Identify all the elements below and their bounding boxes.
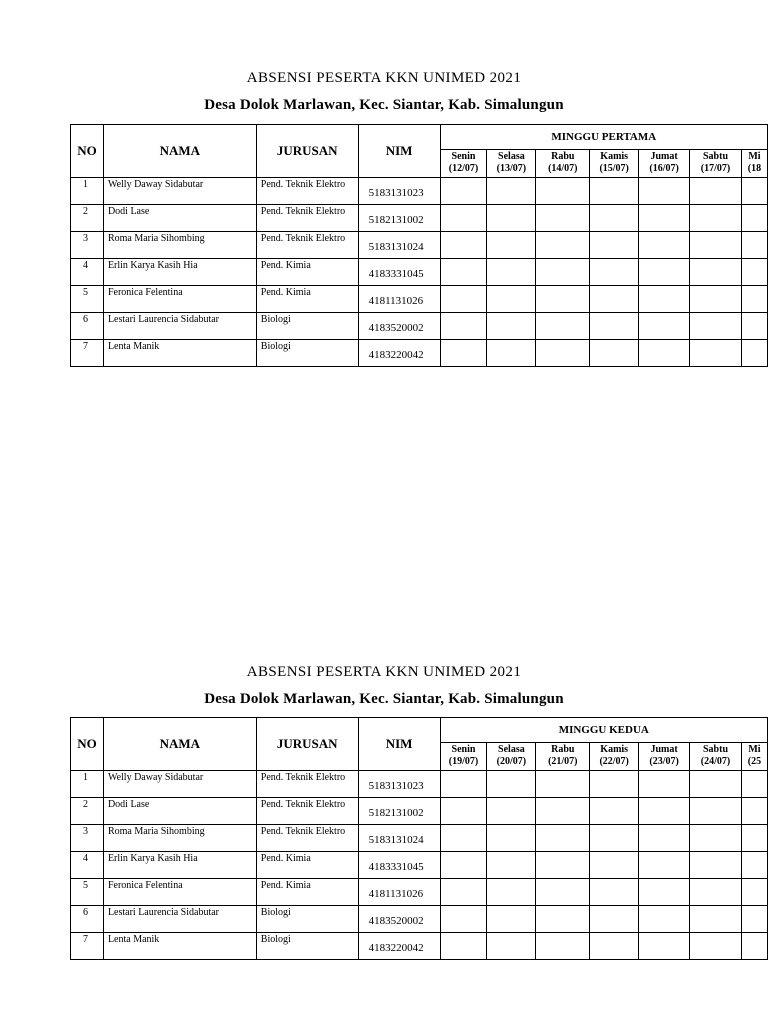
attendance-cell[interactable] [536,933,590,960]
col-header-nim: NIM [358,718,440,771]
attendance-cell[interactable] [690,825,742,852]
student-major: Biologi [256,906,358,933]
attendance-cell[interactable] [741,879,767,906]
table-row [71,205,768,232]
attendance-cell[interactable] [590,798,639,825]
attendance-cell[interactable] [639,771,690,798]
table-row [71,771,768,798]
attendance-cell[interactable] [690,771,742,798]
day-header [487,743,536,771]
day-date: (13/07) [496,163,527,174]
attendance-cell[interactable] [536,879,590,906]
attendance-cell[interactable] [741,906,767,933]
table-row [71,178,768,205]
attendance-cell[interactable] [590,906,639,933]
attendance-table [70,717,768,960]
attendance-cell[interactable] [639,852,690,879]
attendance-cell[interactable] [440,852,487,879]
attendance-cell[interactable] [690,178,742,205]
attendance-cell[interactable] [590,313,639,340]
day-header [536,150,590,178]
day-date: (24/07) [700,756,731,767]
attendance-cell[interactable] [487,340,536,367]
student-major: Pend. Teknik Elektro [256,798,358,825]
row-number: 1 [71,178,104,205]
student-nim: 5183131024 [358,232,440,259]
attendance-cell[interactable] [741,313,767,340]
table-row [71,232,768,259]
attendance-cell[interactable] [639,879,690,906]
student-major: Pend. Teknik Elektro [256,771,358,798]
attendance-cell[interactable] [487,906,536,933]
attendance-cell[interactable] [741,259,767,286]
student-name: Feronica Felentina [103,879,256,906]
row-number: 2 [71,798,104,825]
student-major: Pend. Kimia [256,852,358,879]
day-name: Selasa [498,744,525,755]
row-number: 4 [71,852,104,879]
student-nim: 5183131023 [358,178,440,205]
attendance-cell[interactable] [590,178,639,205]
day-name: Mi [748,151,761,162]
attendance-cell[interactable] [440,879,487,906]
attendance-cell[interactable] [487,286,536,313]
student-major: Pend. Teknik Elektro [256,232,358,259]
attendance-cell[interactable] [590,825,639,852]
table-row [71,879,768,906]
day-header [590,743,639,771]
col-header-nama: NAMA [103,125,256,178]
attendance-cell[interactable] [536,259,590,286]
attendance-cell[interactable] [639,232,690,259]
attendance-cell[interactable] [741,340,767,367]
col-header-jurusan: JURUSAN [256,718,358,771]
day-header [741,150,767,178]
attendance-cell[interactable] [487,313,536,340]
day-date: (15/07) [599,163,629,174]
day-name: Jumat [650,151,678,162]
attendance-cell[interactable] [536,340,590,367]
col-header-nama: NAMA [103,718,256,771]
attendance-cell[interactable] [690,205,742,232]
day-date: (16/07) [649,163,679,174]
table-row [71,286,768,313]
attendance-cell[interactable] [590,205,639,232]
col-header-jurusan: JURUSAN [256,125,358,178]
student-name: Lestari Laurencia Sidabutar [103,906,256,933]
attendance-cell[interactable] [741,771,767,798]
day-date: (22/07) [599,756,629,767]
attendance-cell[interactable] [590,852,639,879]
attendance-cell[interactable] [639,906,690,933]
student-nim: 4183331045 [358,259,440,286]
student-major: Pend. Kimia [256,259,358,286]
day-name: Kamis [600,151,629,162]
attendance-cell[interactable] [690,906,742,933]
day-name: Kamis [600,744,629,755]
attendance-cell[interactable] [487,259,536,286]
day-header [536,743,590,771]
day-date: (23/07) [649,756,679,767]
table-row [71,313,768,340]
attendance-cell[interactable] [536,205,590,232]
document-title: ABSENSI PESERTA KKN UNIMED 2021 [246,70,522,86]
attendance-cell[interactable] [487,933,536,960]
attendance-cell[interactable] [690,259,742,286]
row-number: 3 [71,825,104,852]
attendance-cell[interactable] [690,933,742,960]
attendance-cell[interactable] [639,825,690,852]
row-number: 6 [71,313,104,340]
student-name: Erlin Karya Kasih Hia [103,259,256,286]
attendance-cell[interactable] [690,852,742,879]
attendance-cell[interactable] [690,313,742,340]
attendance-cell[interactable] [440,205,487,232]
student-name: Roma Maria Sihombing [103,825,256,852]
attendance-cell[interactable] [741,798,767,825]
attendance-cell[interactable] [536,852,590,879]
table-row [71,340,768,367]
attendance-cell[interactable] [741,232,767,259]
student-nim: 4181131026 [358,879,440,906]
day-header [690,743,742,771]
week-header: MINGGU PERTAMA [440,125,767,150]
student-nim: 4183520002 [358,906,440,933]
attendance-cell[interactable] [440,340,487,367]
student-major: Biologi [256,933,358,960]
student-major: Biologi [256,313,358,340]
table-row [71,259,768,286]
attendance-cell[interactable] [590,259,639,286]
attendance-cell[interactable] [741,825,767,852]
row-number: 4 [71,259,104,286]
table-row [71,906,768,933]
student-major: Pend. Teknik Elektro [256,205,358,232]
attendance-cell[interactable] [639,286,690,313]
attendance-cell[interactable] [487,825,536,852]
attendance-cell[interactable] [639,259,690,286]
student-name: Welly Daway Sidabutar [103,178,256,205]
student-nim: 4183331045 [358,852,440,879]
attendance-cell[interactable] [639,933,690,960]
student-name: Lestari Laurencia Sidabutar [103,313,256,340]
day-name: Mi [748,744,761,755]
attendance-cell[interactable] [590,286,639,313]
attendance-cell[interactable] [741,933,767,960]
table-row [71,933,768,960]
day-date: (21/07) [548,756,578,767]
day-name: Sabtu [702,744,728,755]
day-date: (17/07) [700,163,731,174]
attendance-cell[interactable] [590,232,639,259]
attendance-cell[interactable] [690,879,742,906]
attendance-table [70,124,768,367]
row-number: 5 [71,879,104,906]
attendance-cell[interactable] [639,205,690,232]
day-header [741,743,767,771]
attendance-cell[interactable] [487,232,536,259]
table-row [71,852,768,879]
attendance-cell[interactable] [741,178,767,205]
day-date: (25 [747,756,762,767]
attendance-cell[interactable] [690,798,742,825]
student-name: Feronica Felentina [103,286,256,313]
row-number: 6 [71,906,104,933]
attendance-cell[interactable] [536,232,590,259]
row-number: 7 [71,340,104,367]
attendance-cell[interactable] [690,340,742,367]
attendance-cell[interactable] [639,178,690,205]
attendance-cell[interactable] [440,798,487,825]
attendance-cell[interactable] [639,798,690,825]
attendance-cell[interactable] [440,232,487,259]
student-major: Pend. Kimia [256,879,358,906]
student-nim: 4181131026 [358,286,440,313]
day-date: (18 [747,163,762,174]
student-nim: 5183131023 [358,771,440,798]
table-row [71,825,768,852]
attendance-cell[interactable] [536,906,590,933]
attendance-cell[interactable] [487,798,536,825]
attendance-cell[interactable] [440,906,487,933]
student-nim: 5182131002 [358,798,440,825]
attendance-cell[interactable] [690,286,742,313]
day-header [690,150,742,178]
day-date: (14/07) [548,163,578,174]
attendance-cell[interactable] [590,340,639,367]
attendance-cell[interactable] [440,771,487,798]
attendance-cell[interactable] [440,933,487,960]
attendance-cell[interactable] [741,286,767,313]
attendance-cell[interactable] [590,879,639,906]
attendance-cell[interactable] [590,771,639,798]
day-date: (19/07) [448,756,479,767]
day-header [440,150,487,178]
student-name: Lenta Manik [103,340,256,367]
day-date: (20/07) [496,756,527,767]
attendance-cell[interactable] [639,313,690,340]
attendance-cell[interactable] [487,771,536,798]
student-nim: 4183220042 [358,933,440,960]
attendance-cell[interactable] [487,852,536,879]
attendance-cell[interactable] [487,178,536,205]
attendance-cell[interactable] [440,259,487,286]
attendance-cell[interactable] [440,313,487,340]
student-major: Pend. Kimia [256,286,358,313]
attendance-cell[interactable] [690,232,742,259]
student-major: Biologi [256,340,358,367]
attendance-cell[interactable] [487,879,536,906]
col-header-no: NO [71,125,104,178]
day-header [487,150,536,178]
day-name: Senin [451,744,476,755]
day-name: Rabu [551,744,575,755]
student-nim: 4183520002 [358,313,440,340]
student-nim: 4183220042 [358,340,440,367]
attendance-cell[interactable] [536,178,590,205]
row-number: 2 [71,205,104,232]
day-name: Selasa [498,151,525,162]
student-name: Erlin Karya Kasih Hia [103,852,256,879]
document-subtitle: Desa Dolok Marlawan, Kec. Siantar, Kab. Simalungun [204,691,564,707]
day-header [440,743,487,771]
attendance-cell[interactable] [536,286,590,313]
table-row [71,798,768,825]
student-nim: 5183131024 [358,825,440,852]
week-header: MINGGU KEDUA [440,718,767,743]
student-nim: 5182131002 [358,205,440,232]
attendance-cell[interactable] [440,825,487,852]
row-number: 3 [71,232,104,259]
document-title: ABSENSI PESERTA KKN UNIMED 2021 [246,664,522,680]
student-name: Lenta Manik [103,933,256,960]
student-major: Pend. Teknik Elektro [256,178,358,205]
document-subtitle: Desa Dolok Marlawan, Kec. Siantar, Kab. Simalungun [204,97,564,113]
row-number: 7 [71,933,104,960]
attendance-cell[interactable] [440,178,487,205]
student-name: Dodi Lase [103,205,256,232]
day-header [590,150,639,178]
attendance-cell[interactable] [741,852,767,879]
day-name: Sabtu [702,151,728,162]
attendance-cell[interactable] [639,340,690,367]
student-name: Welly Daway Sidabutar [103,771,256,798]
attendance-cell[interactable] [741,205,767,232]
day-date: (12/07) [448,163,479,174]
day-name: Jumat [650,744,678,755]
student-major: Pend. Teknik Elektro [256,825,358,852]
col-header-no: NO [71,718,104,771]
attendance-cell[interactable] [590,933,639,960]
day-name: Senin [451,151,476,162]
day-header [639,150,690,178]
attendance-cell[interactable] [536,771,590,798]
attendance-cell[interactable] [536,825,590,852]
col-header-nim: NIM [358,125,440,178]
attendance-cell[interactable] [536,313,590,340]
day-header [639,743,690,771]
attendance-cell[interactable] [487,205,536,232]
student-name: Roma Maria Sihombing [103,232,256,259]
attendance-cell[interactable] [536,798,590,825]
student-name: Dodi Lase [103,798,256,825]
attendance-cell[interactable] [440,286,487,313]
row-number: 1 [71,771,104,798]
day-name: Rabu [551,151,575,162]
row-number: 5 [71,286,104,313]
